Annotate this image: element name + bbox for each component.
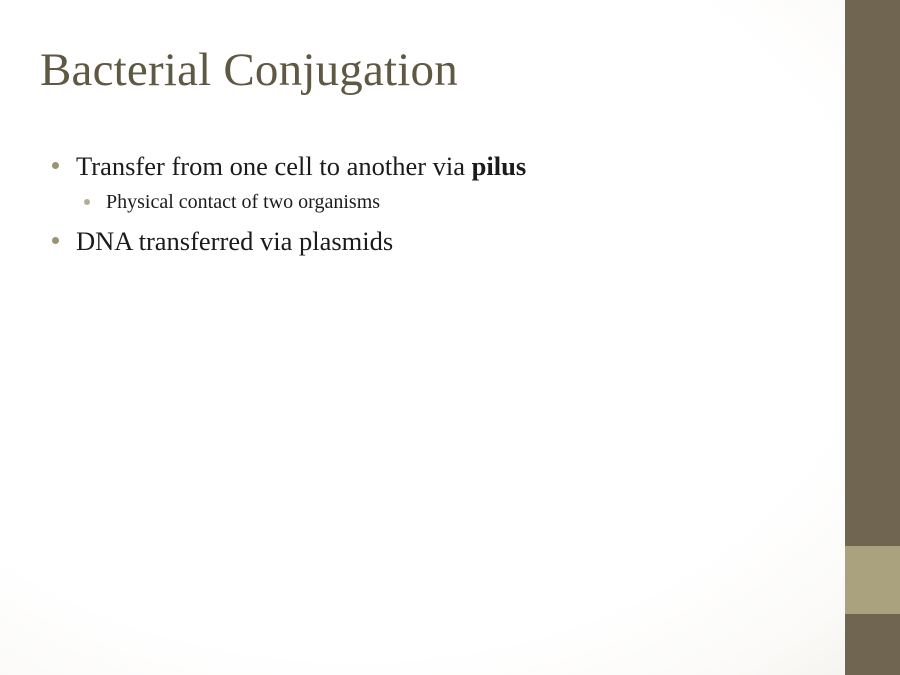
slide-title: Bacterial Conjugation <box>40 44 458 96</box>
slide-decoration-bar <box>845 0 900 675</box>
bullet-marker-icon <box>52 237 59 244</box>
decoration-bar-top-segment <box>845 0 900 546</box>
slide-body <box>44 150 814 264</box>
sub-bullet-item <box>44 189 814 215</box>
sub-bullet-marker-icon <box>84 199 90 205</box>
decoration-bar-accent-segment <box>845 546 900 614</box>
sub-bullet-text: Physical contact of two organisms <box>106 191 381 214</box>
bullet-marker-icon <box>52 162 59 169</box>
bullet-emphasis-text: pilus <box>471 151 527 181</box>
bullet-item <box>44 150 814 183</box>
bullet-item <box>44 225 814 258</box>
bullet-text: Transfer from one cell to another via <box>76 151 472 181</box>
bullet-text: DNA transferred via plasmids <box>76 226 394 257</box>
decoration-bar-bottom-segment <box>845 614 900 675</box>
